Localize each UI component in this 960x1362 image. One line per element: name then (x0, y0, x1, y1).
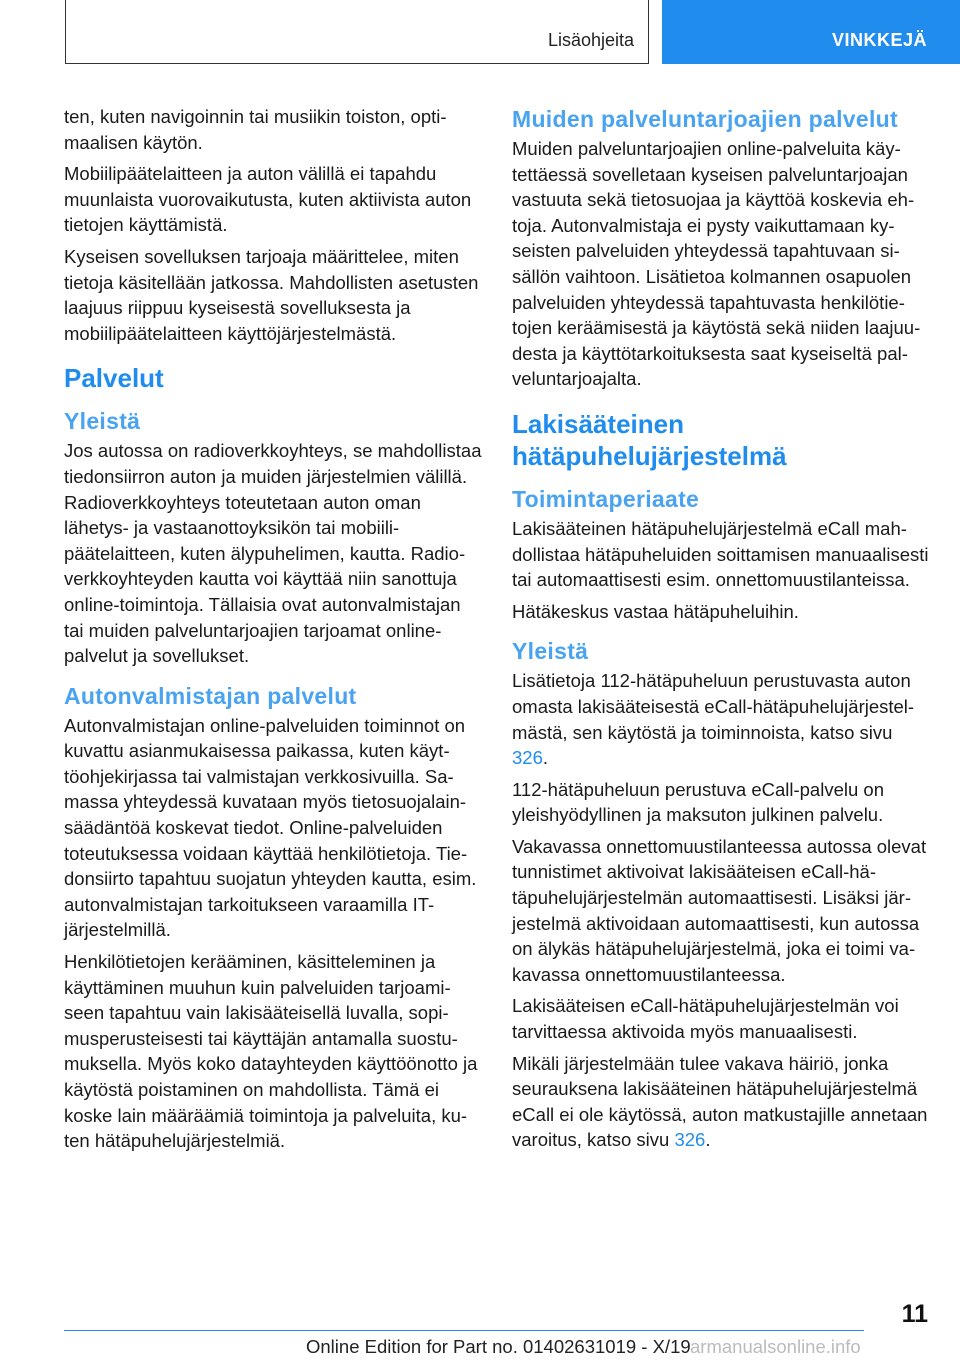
heading-yleista: Yleistä (512, 638, 589, 665)
paragraph: Vakavassa onnettomuustilanteessa autossa olevat tunnistimet aktivoivat lakisääteisen eCall-hätäpuhelujärjestelmän automaattisesti. Lisäksi järjestelmä aktivoidaan automaattisesti, kun autossa on älykäs hätäpuhelujärjestelmä, joka ei toimi vakavassa onnettomuustilanteessa. (512, 835, 927, 985)
footer-watermark: armanualsonline.info (690, 1336, 861, 1357)
paragraph: Mobiilipäätelaitteen ja auton välillä ei tapahdu muunlaista vuorovaikutusta, kuten aktiivista auton tietojen käyttämistä. (64, 163, 472, 236)
header-section-title: Lisäohjeita (547, 30, 634, 50)
page-number: 11 (901, 1300, 928, 1328)
paragraph: Autonvalmistajan online-palveluiden toiminnot on kuvattu asianmukaisessa paikassa, kuten käyttöohjekirjassa tai valmistajan verkkosivuilla. Samassa yhteydessä kuvataan myös tietosuojalainsäädäntöä koskevat tiedot. Online-palveluiden toteutuksessa voidaan käyttää henkilötietoja. Tiedonsiirto tapahtuu suojatun yhteyden kautta, esim. autonvalmistajan tarkoitukseen varaamilla IT-järjestelmillä. (64, 714, 477, 941)
paragraph-end: . (705, 1129, 711, 1151)
heading-toimintaperiaate: Toimintaperiaate (512, 485, 700, 512)
paragraph: Muiden palveluntarjoajien online-palveluita käytettäessä sovelletaan kyseisen palveluntarjoajan vastuuta sekä tietosuojaa ja käyttöä koskevia ehtoja. Autonvalmistaja ei pysty vaikuttamaan kyseisten palveluiden yhteydessä tapahtuvaan sisällön vaihtoon. Lisätietoa kolmannen osapuolen palveluiden yhteydessä tapahtuvasta henkilötietojen keräämisestä ja käytöstä sekä niiden laajuudesta ja käyttötarkoituksesta saat kyseiseltä palveluntarjoajalta. (512, 138, 921, 390)
paragraph: Jos autossa on radioverkkoyhteys, se mahdollistaa tiedonsiirron auton ja muiden järjestelmien välillä. Radioverkkoyhteys toteutetaan auton oman lähetys- ja vastaanottoyksikön tai mobiilipäätelaitteen, kuten älypuhelimen, kautta. Radioverkkoyhteyden kautta voi käyttää niin sanottuja online-toimintoja. Tällaisia ovat autonvalmistajan tai muiden palveluntarjoajien tarjoamat online-palvelut ja sovellukset. (64, 440, 482, 667)
paragraph: Hätäkeskus vastaa hätäpuheluihin. (512, 600, 799, 622)
header-section-box (65, 0, 649, 64)
paragraph: Kyseisen sovelluksen tarjoaja määrittelee, miten tietoja käsitellään jatkossa. Mahdollisten asetusten laajuus riippuu kyseisestä sovelluksesta ja mobiilipäätelaitteen käyttöjärjestelmästä. (64, 245, 479, 344)
paragraph-text: Mikäli järjestelmään tulee vakava häiriö, jonka seurauksena lakisääteinen hätäpuhelujärjestelmä eCall ei ole käytössä, auton matkustajille annetaan varoitus, katso sivu (512, 1052, 928, 1151)
paragraph: Lakisääteisen eCall-hätäpuhelujärjestelmän voi tarvittaessa aktivoida myös manuaalisesti. (512, 995, 899, 1043)
right-column (512, 104, 932, 1159)
paragraph (512, 1051, 932, 1153)
paragraph-end: . (542, 747, 549, 769)
heading-palvelut: Palvelut (64, 363, 164, 394)
footer-divider (64, 1330, 864, 1331)
page-link-326[interactable]: 326 (512, 747, 543, 769)
heading-autonvalmistajan-palvelut: Autonvalmistajan palvelut (64, 682, 357, 709)
footer-edition: Online Edition for Part no. 01402631019 - X/19 (306, 1336, 691, 1357)
paragraph: Lakisääteinen hätäpuhelujärjestelmä eCall mahdollistaa hätäpuheluiden soittamisen manuaalisesti tai automaattisesti esim. onnettomuustilanteissa. (512, 517, 929, 591)
header-tab-label: VINKKEJÄ (831, 30, 927, 50)
header-tab (662, 0, 960, 64)
paragraph: ten, kuten navigoinnin tai musiikin toiston, optimaalisen käytön. (64, 106, 447, 153)
page-link-326[interactable]: 326 (674, 1129, 706, 1151)
paragraph (512, 668, 932, 770)
heading-yleista: Yleistä (64, 408, 141, 435)
paragraph-text: Lisätietoja 112-hätäpuheluun perustuvasta auton omasta lakisääteisestä eCall-hätäpuhelujärjestelmästä, sen käytöstä ja toiminnoista, katso sivu (512, 670, 915, 743)
paragraph: 112-hätäpuheluun perustuva eCall-palvelu on yleishyödyllinen ja maksuton julkinen palvelu. (512, 778, 884, 826)
paragraph: Henkilötietojen kerääminen, käsitteleminen ja käyttäminen muuhun kuin palveluiden tarjoamiseen tapahtuu vain lakisääteisellä luvalla, sopimusperusteisesti tai käyttäjän antamalla suostumuksella. Myös koko datayhteyden käyttöönotto ja käytöstä poistaminen on mahdollista. Tämä ei koske lain määräämiä toimintoja ja palveluita, kuten hätäpuhelujärjestelmiä. (64, 951, 478, 1152)
heading-lakisaateinen-hatapuhelujarjestelma: Lakisääteinen hätäpuhelujärjestelmä (512, 408, 787, 471)
left-column (64, 104, 482, 1160)
heading-muiden-palveluntarjoajien-palvelut: Muiden palveluntarjoajien palvelut (512, 106, 898, 132)
